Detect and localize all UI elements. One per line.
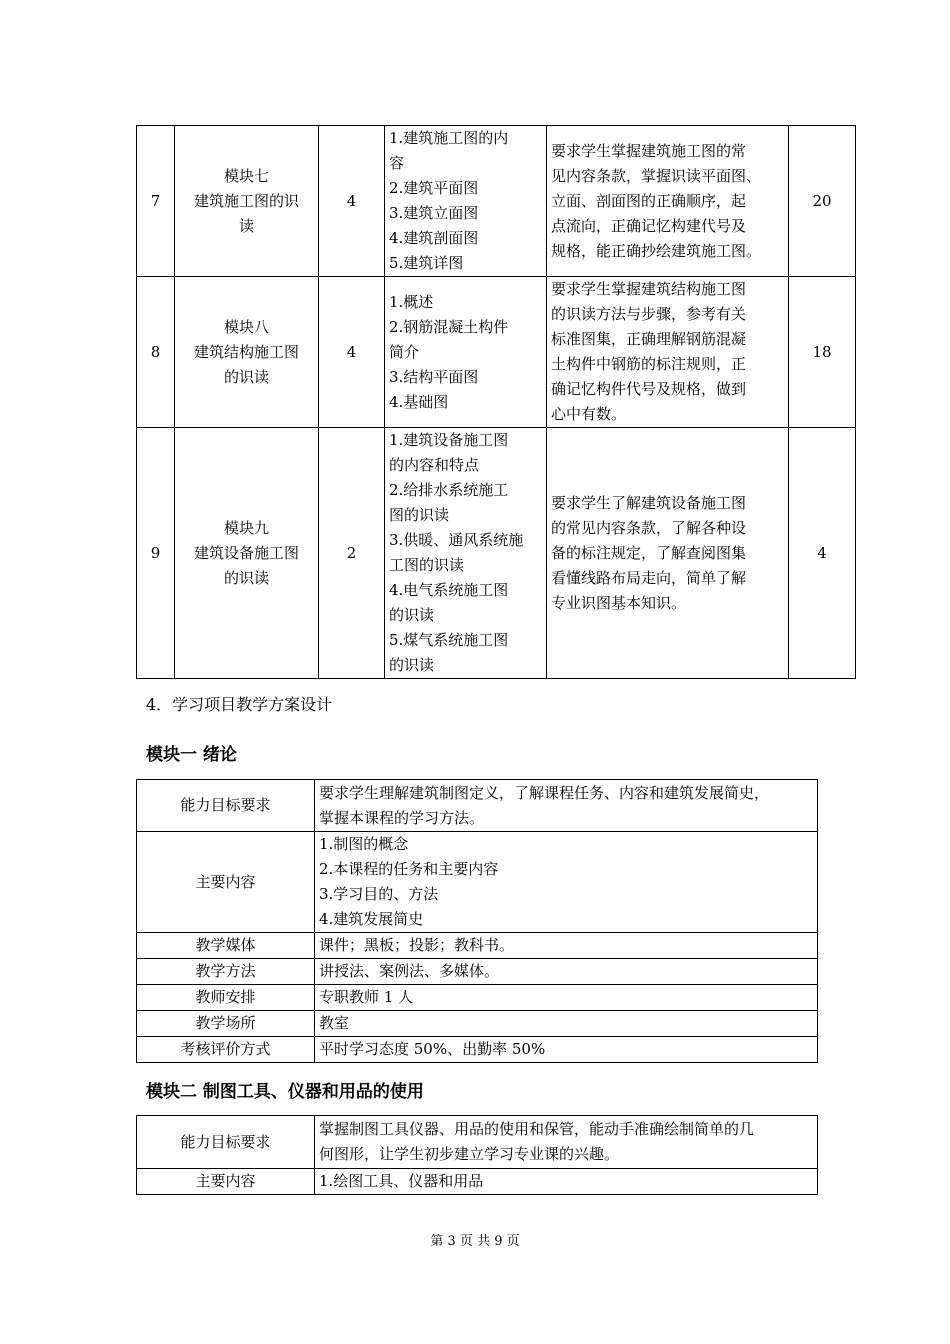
content-line: 的识读 [389, 606, 435, 624]
requirement-line: 专业识图基本知识。 [551, 593, 687, 612]
ability-value [315, 1116, 818, 1169]
venue-label: 教学场所 [137, 1011, 315, 1037]
module-name-line: 模块八 [223, 317, 269, 336]
content-line: 1.建筑设备施工图 [389, 431, 509, 449]
content-line: 3.结构平面图 [389, 367, 479, 386]
module-name-line: 的识读 [223, 568, 269, 587]
requirement-line: 规格，能正确抄绘建筑施工图。 [551, 241, 762, 260]
requirement-line: 看懂线路布局走向，简单了解 [551, 568, 747, 587]
table-row [137, 277, 856, 428]
content-line: 4.建筑发展简史 [319, 910, 424, 928]
table-row [137, 126, 856, 277]
content-line: 简介 [389, 342, 420, 361]
ability-line: 要求学生理解建筑制图定义，了解课程任务、内容和建筑发展简史， [319, 783, 770, 802]
method-label: 教学方法 [137, 959, 315, 985]
content-line: 2.给排水系统施工 [389, 481, 509, 499]
content-line: 4.基础图 [389, 392, 449, 411]
ability-line: 掌握本课程的学习方法。 [319, 808, 485, 827]
content-line: 4.建筑剖面图 [389, 229, 479, 247]
content-line: 2.本课程的任务和主要内容 [319, 860, 499, 878]
table-row [137, 780, 818, 832]
requirement-line: 要求学生掌握建筑施工图的常 [551, 141, 747, 160]
module-name-line: 模块九 [223, 518, 269, 537]
module2-heading: 模块二 制图工具、仪器和用品的使用 [146, 1082, 424, 1102]
content-label: 主要内容 [137, 832, 315, 933]
content-value: 1.绘图工具、仪器和用品 [315, 1169, 818, 1195]
module-content [385, 126, 547, 277]
table-row [137, 1011, 818, 1037]
row-number: 8 [137, 277, 175, 428]
table-row [137, 985, 818, 1011]
table-row [137, 1116, 818, 1169]
row-number: 7 [137, 126, 175, 277]
content-line: 1.建筑施工图的内 [389, 129, 509, 147]
media-value: 课件；黑板；投影；教科书。 [315, 933, 818, 959]
teacher-label: 教师安排 [137, 985, 315, 1011]
content-line: 2.建筑平面图 [389, 179, 479, 197]
module-name [175, 126, 319, 277]
requirement-line: 见内容条款，掌握识读平面图、 [551, 166, 762, 185]
total-hours: 4 [789, 428, 856, 679]
requirement-line: 要求学生掌握建筑结构施工图 [551, 280, 747, 298]
content-line: 1.制图的概念 [319, 835, 409, 853]
module1-table [136, 779, 818, 1063]
requirement-line: 备的标注规定，了解查阅图集 [551, 543, 747, 562]
requirement-line: 的常见内容条款，了解各种设 [551, 518, 747, 537]
method-value: 讲授法、案例法、多媒体。 [315, 959, 818, 985]
class-hours: 2 [319, 428, 385, 679]
table-row [137, 1037, 818, 1063]
module-content [385, 428, 547, 679]
module-name-line: 读 [238, 216, 254, 235]
ability-line: 何图形，让学生初步建立学习专业课的兴趣。 [319, 1145, 620, 1163]
schedule-table [136, 125, 856, 679]
class-hours: 4 [319, 126, 385, 277]
module-name-line: 建筑结构施工图 [193, 342, 299, 361]
module-requirement [547, 126, 789, 277]
module-requirement [547, 428, 789, 679]
table-row [137, 959, 818, 985]
content-line: 的识读 [389, 656, 435, 674]
requirement-line: 确记忆构件代号及规格，做到 [551, 380, 747, 398]
ability-label: 能力目标要求 [137, 780, 315, 832]
teacher-value: 专职教师 1 人 [315, 985, 818, 1011]
row-number: 9 [137, 428, 175, 679]
module-name [175, 428, 319, 679]
module2-table [136, 1115, 818, 1195]
venue-value: 教室 [315, 1011, 818, 1037]
table-row [137, 428, 856, 679]
table-row [137, 832, 818, 933]
content-line: 工图的识读 [389, 556, 465, 574]
media-label: 教学媒体 [137, 933, 315, 959]
content-line: 1.概述 [389, 292, 434, 311]
requirement-line: 要求学生了解建筑设备施工图 [551, 493, 747, 512]
requirement-line: 的识读方法与步骤，参考有关 [551, 305, 747, 323]
total-hours: 20 [789, 126, 856, 277]
module-name-line: 模块七 [223, 166, 269, 185]
content-line: 容 [389, 154, 405, 172]
requirement-line: 立面、剖面图的正确顺序，起 [551, 191, 747, 210]
module-name-line: 的识读 [223, 367, 269, 386]
module1-heading: 模块一 绪论 [146, 745, 237, 765]
content-line: 3.供暖、通风系统施 [389, 531, 524, 549]
content-line: 的内容和特点 [389, 456, 480, 474]
content-line: 5.煤气系统施工图 [389, 631, 509, 649]
page-footer: 第 3 页 共 9 页 [430, 1234, 520, 1249]
total-hours: 18 [789, 277, 856, 428]
requirement-line: 点流向，正确记忆构建代号及 [551, 216, 747, 235]
content-line: 5.建筑详图 [389, 254, 464, 272]
requirement-line: 标准图集，正确理解钢筋混凝 [551, 330, 747, 348]
content-value [315, 832, 818, 933]
table-row [137, 1169, 818, 1195]
content-line: 2.钢筋混凝土构件 [389, 317, 509, 336]
ability-label: 能力目标要求 [137, 1116, 315, 1169]
ability-line: 掌握制图工具仪器、用品的使用和保管，能动手准确绘制简单的几 [319, 1120, 755, 1138]
assessment-value: 平时学习态度 50%、出勤率 50% [315, 1037, 818, 1063]
table-row [137, 933, 818, 959]
requirement-line: 土构件中钢筋的标注规则，正 [551, 355, 747, 373]
module-content [385, 277, 547, 428]
content-line: 3.建筑立面图 [389, 204, 479, 222]
section-title: 4．学习项目教学方案设计 [146, 695, 333, 714]
class-hours: 4 [319, 277, 385, 428]
assessment-label: 考核评价方式 [137, 1037, 315, 1063]
content-line: 3.学习目的、方法 [319, 885, 439, 903]
module-name-line: 建筑设备施工图 [193, 543, 299, 562]
module-name-line: 建筑施工图的识 [193, 191, 299, 210]
content-line: 4.电气系统施工图 [389, 581, 509, 599]
content-line: 图的识读 [389, 506, 450, 524]
content-label: 主要内容 [137, 1169, 315, 1195]
requirement-line: 心中有数。 [551, 405, 627, 423]
ability-value [315, 780, 818, 832]
module-requirement [547, 277, 789, 428]
module-name [175, 277, 319, 428]
